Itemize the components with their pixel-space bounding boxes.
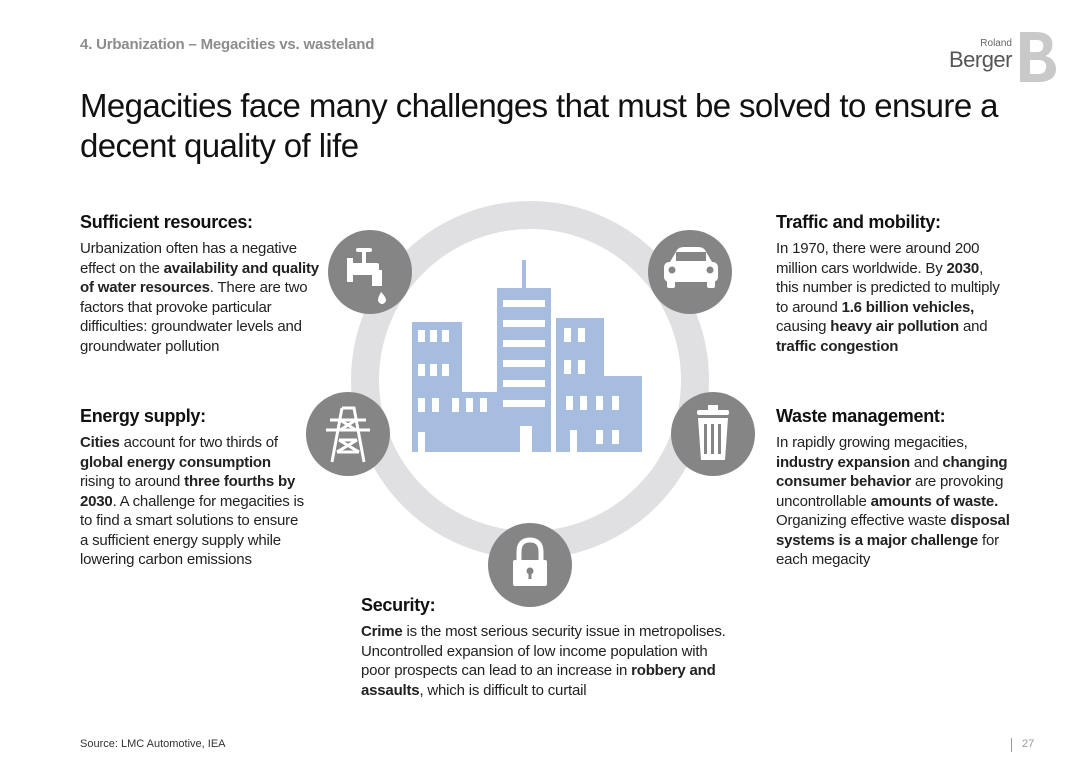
section-label: 4. Urbanization – Megacities vs. wasteland <box>80 36 375 53</box>
logo-top-text: Roland <box>980 38 1012 49</box>
resources-heading: Sufficient resources: <box>80 212 253 232</box>
energy-heading: Energy supply: <box>80 406 206 426</box>
trash-bin-icon <box>671 392 755 476</box>
page-number-divider <box>1011 738 1012 752</box>
energy-text: Cities account for two thirds of global energy consumption rising to around three fourths by 2030. A challenge for megacities is to find a smart solutions to ensure a sufficient energy supply while lowering carbon emissions <box>80 434 304 568</box>
source-note: Source: LMC Automotive, IEA <box>80 738 226 750</box>
logo-b-mark <box>1018 30 1060 84</box>
waste-block <box>776 406 1016 570</box>
security-block <box>361 595 726 700</box>
power-pylon-icon <box>306 392 390 476</box>
roland-berger-logo <box>950 30 1060 84</box>
city-buildings-icon <box>412 260 642 452</box>
waste-text: In rapidly growing megacities, industry expansion and changing consumer behavior are provoking uncontrollable amounts of waste. Organizing effective waste disposal systems is a major challenge for each megacity <box>776 434 1010 568</box>
water-tap-icon <box>328 230 412 314</box>
security-text: Crime is the most serious security issue in metropolises. Uncontrolled expansion of low income population with poor prospects can lead to an increase in robbery and assaults, which is difficult to curtail <box>361 623 726 699</box>
logo-bottom-text: Berger <box>948 47 1012 72</box>
security-heading: Security: <box>361 595 436 615</box>
energy-block <box>80 406 305 570</box>
traffic-heading: Traffic and mobility: <box>776 212 941 232</box>
waste-heading: Waste management: <box>776 406 946 426</box>
resources-block <box>80 212 320 356</box>
page-title: Megacities face many challenges that must be solved to ensure a decent quality of life <box>80 87 998 164</box>
page-number: 27 <box>1022 738 1035 750</box>
traffic-text: In 1970, there were around 200 million cars worldwide. By 2030, this number is predicted to multiply to around 1.6 billion vehicles, causing heavy air pollution and traffic congestion <box>776 240 1000 355</box>
megacity-graphic <box>300 190 760 610</box>
traffic-block <box>776 212 1006 356</box>
car-icon <box>648 230 732 314</box>
resources-text: Urbanization often has a negative effect on the availability and quality of water resources. There are two factors that provoke particular difficulties: groundwater levels and groundwater pollution <box>80 240 319 355</box>
